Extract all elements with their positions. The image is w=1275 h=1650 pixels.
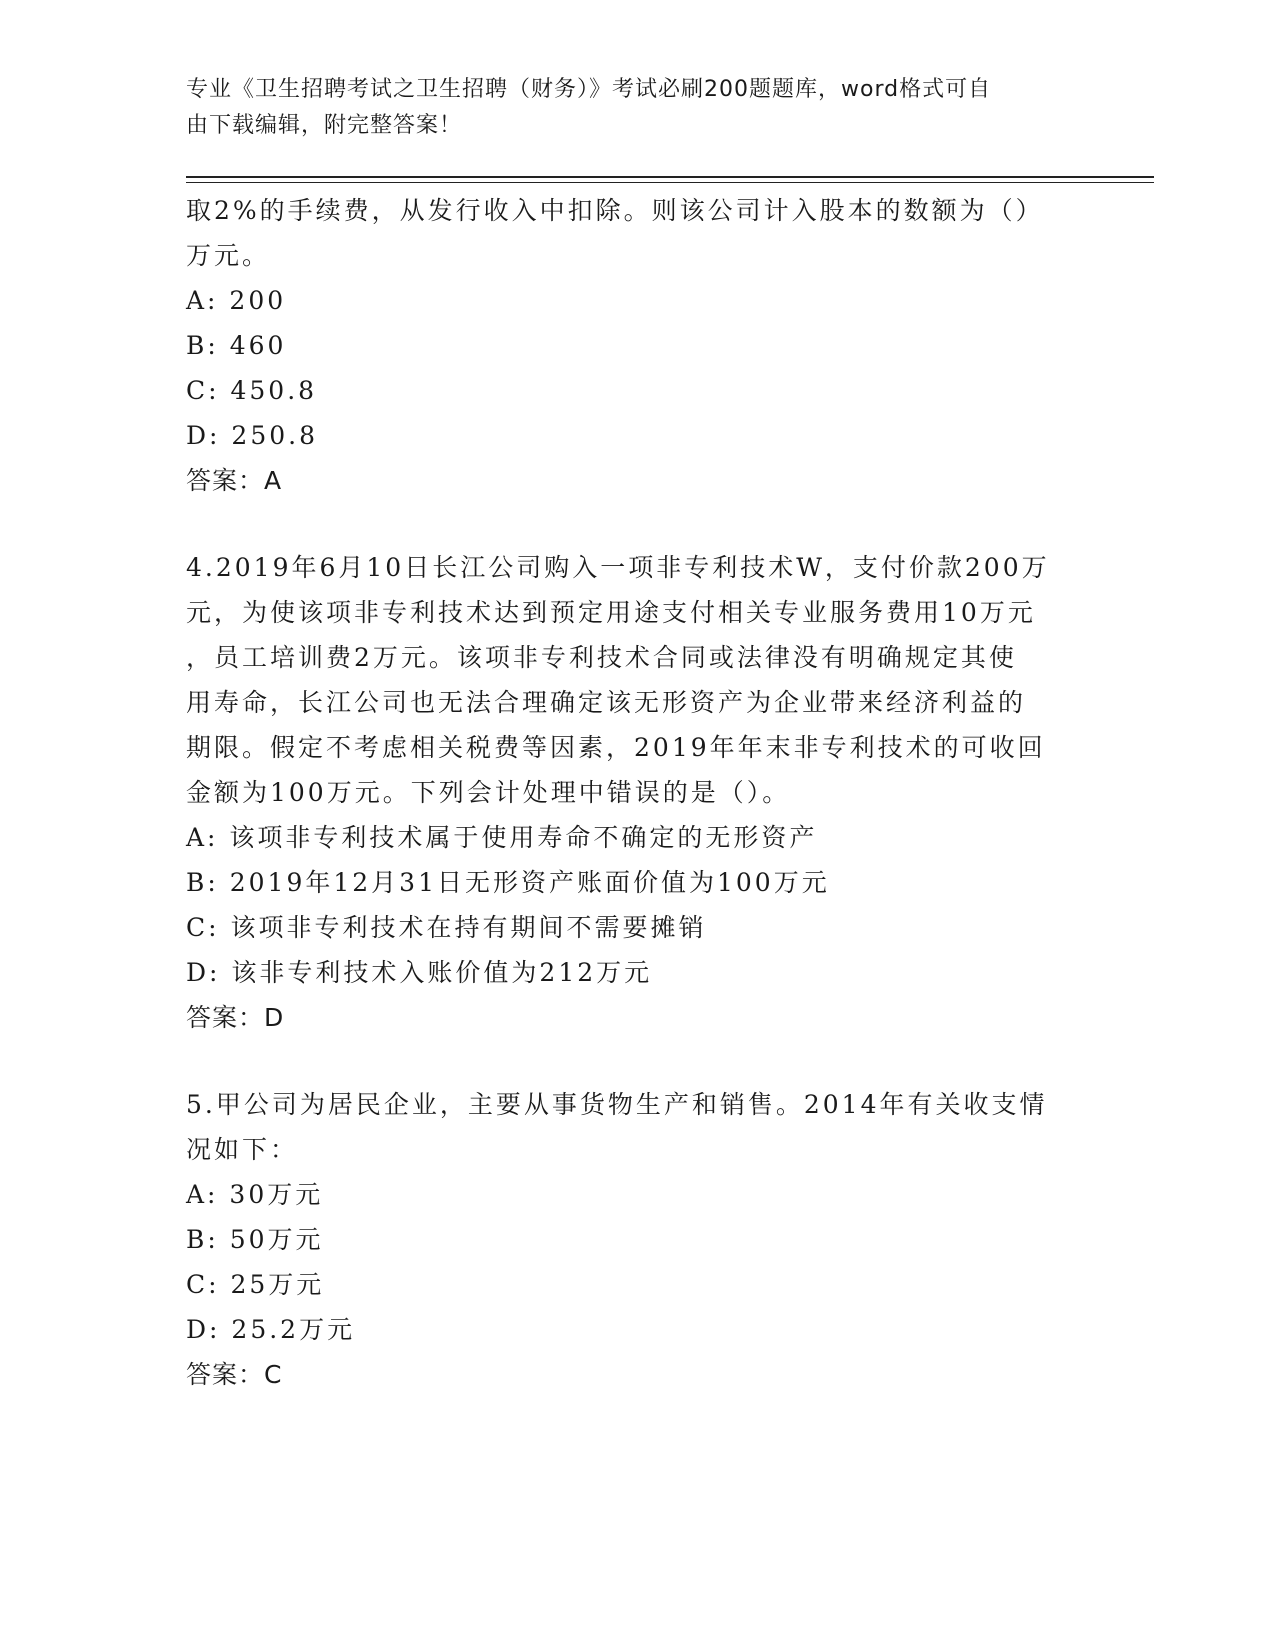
header-divider-thin: [186, 182, 1154, 183]
header-title-line-2: 由下载编辑，附完整答案！: [186, 113, 463, 138]
answer-label: 答案：C: [186, 1360, 283, 1389]
option-c: C: 25万元: [186, 1270, 325, 1299]
question-stem-line: 用寿命，长江公司也无法合理确定该无形资产为企业带来经济利益的: [186, 688, 1027, 717]
option-b: B: 460: [186, 331, 287, 360]
answer-label: 答案：D: [186, 1003, 285, 1032]
option-b: B: 2019年12月31日无形资产账面价值为100万元: [186, 868, 830, 897]
option-c: C: 该项非专利技术在持有期间不需要摊销: [186, 913, 707, 942]
question-4: [186, 545, 1076, 1040]
option-a: A: 200: [186, 286, 287, 315]
question-spacer: [186, 503, 1076, 545]
question-stem-line: 4.2019年6月10日长江公司购入一项非专利技术W，支付价款200万: [186, 553, 1050, 582]
option-c: C: 450.8: [186, 376, 318, 405]
option-d: D: 该非专利技术入账价值为212万元: [186, 958, 653, 987]
question-stem-line: 万元。: [186, 241, 271, 270]
question-stem-line: 况如下：: [186, 1135, 299, 1164]
header-title-line-1: 专业《卫生招聘考试之卫生招聘（财务）》考试必刷200题题库，word格式可自: [186, 77, 992, 102]
question-stem-line: 期限。假定不考虑相关税费等因素，2019年年末非专利技术的可收回: [186, 733, 1046, 762]
question-spacer: [186, 1040, 1076, 1082]
question-5: [186, 1082, 1076, 1397]
document-body: [186, 188, 1076, 1397]
question-stem-line: ，员工培训费2万元。该项非专利技术合同或法律没有明确规定其使: [186, 643, 1017, 672]
document-header: [186, 72, 1066, 144]
option-a: A: 该项非专利技术属于使用寿命不确定的无形资产: [186, 823, 818, 852]
answer-label: 答案：A: [186, 466, 283, 495]
question-3: [186, 188, 1076, 503]
question-stem-line: 取2%的手续费，从发行收入中扣除。则该公司计入股本的数额为（）: [186, 196, 1044, 225]
question-stem-line: 5.甲公司为居民企业，主要从事货物生产和销售。2014年有关收支情: [186, 1090, 1048, 1119]
option-d: D: 250.8: [186, 421, 318, 450]
option-a: A: 30万元: [186, 1180, 324, 1209]
header-divider-thick: [186, 176, 1154, 178]
question-stem-line: 金额为100万元。下列会计处理中错误的是（）。: [186, 778, 791, 807]
option-b: B: 50万元: [186, 1225, 324, 1254]
question-stem-line: 元，为使该项非专利技术达到预定用途支付相关专业服务费用10万元: [186, 598, 1036, 627]
option-d: D: 25.2万元: [186, 1315, 356, 1344]
